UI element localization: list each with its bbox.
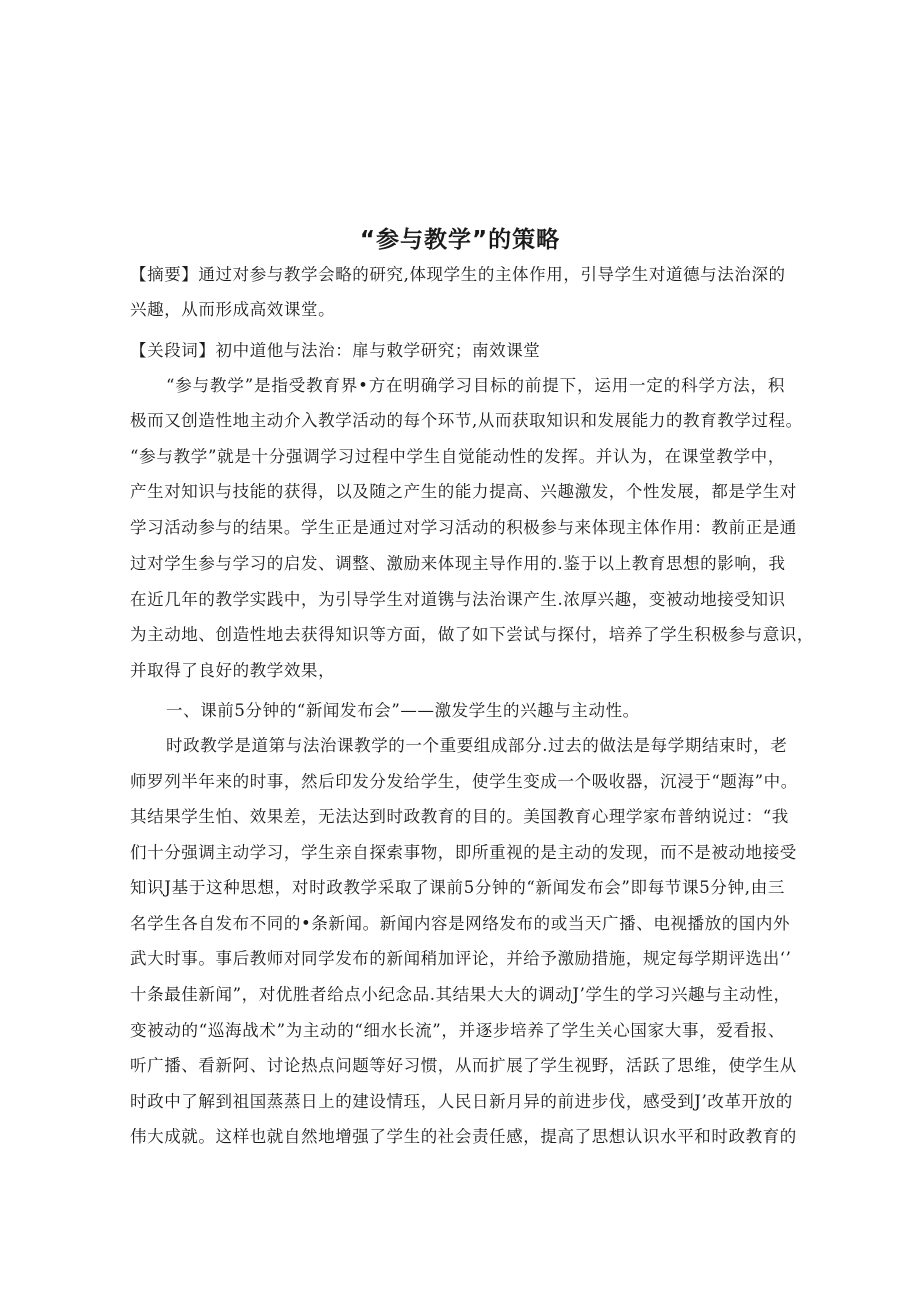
paragraph-line: “参与教学”是指受教育界•方在明确学习目标的前提下，运用一定的科学方法，积	[166, 376, 785, 395]
paragraph-line: 十条最佳新闻”，对优胜者给点小纪念品.其结果大大的调动J’学生的学习兴趣与主动性，	[130, 985, 791, 1004]
paragraph-line: 并取得了良好的教学效果，	[130, 661, 336, 680]
paragraph-line: 其结果学生怕、效果差，无法达到时政教育的目的。美国教育心理学家布普纳说过：“我	[130, 807, 789, 826]
document-title: “参与教学”的策略	[359, 227, 561, 253]
abstract-line: 兴趣，从而形成高效课堂。	[130, 300, 336, 319]
paragraph-line: 时政教学是道第与法治课教学的一个重要组成部分.过去的做法是每学期结束时，老	[166, 736, 788, 755]
paragraph-line: 时政中了解到祖国蒸蒸日上的建设情珏，人民日新月异的前进步伐，感受到J’改革开放的	[130, 1092, 793, 1111]
section-heading: 一、课前5分钟的“新闻发布会”——激发学生的兴趣与主动性。	[166, 701, 640, 720]
paragraph-line: 变被动的“巡海战术”为主动的“细水长流”，并逐步培养了学生关心国家大事，爱看报、	[130, 1021, 785, 1040]
paragraph-line: 伟大成就。这样也就自然地增强了学生的社会责任感，提高了思想认识水平和时政教育的	[130, 1127, 797, 1146]
paragraph-line: 产生对知识与技能的获得，以及随之产生的能力提高、兴趣激发，个性发展，都是学生对	[130, 482, 797, 501]
paragraph-line: 们十分强调主动学习，学生亲自探索事物，即所重视的是主动的发现，而不是被动地接受	[130, 843, 797, 862]
keywords-line: 【关段词】初中道他与法治：扉与敕学研究；南效课堂	[130, 341, 541, 360]
paragraph-line: 学习活动参与的结果。学生正是通过对学习活动的积极参与来体现主体作用：教前正是通	[130, 518, 797, 537]
paragraph-line: “参与教学”就是十分强调学习过程中学生自觉能动性的发挥。并认为，在课堂教学中，	[130, 447, 785, 466]
paragraph-line: 在近几年的教学实践中，为引导学生对道镌与法治课产生.浓厚兴趣，变被动地接受知识	[130, 590, 786, 609]
paragraph-line: 师罗列半年来的时事，然后印发分发给学生，使学生变成一个吸收器，沉浸于“题海”中。	[130, 772, 798, 791]
abstract-line: 【摘要】通过对参与教学会略的研究,体现学生的主体作用，引导学生对道德与法治深的	[130, 265, 786, 284]
paragraph-line: 过对学生参与学习的启发、调整、激励来体现主导作用的.鉴于以上教育思想的影响，我	[130, 554, 786, 573]
paragraph-line: 听广播、看新阿、讨论热点问题等好习惯，从而扩展了学生视野，活跃了思维，使学生从	[130, 1056, 797, 1075]
paragraph-line: 为主动地、创造性地去获得知识等方面，做了如下尝试与探付，培养了学生积极参与意识，	[130, 625, 814, 644]
paragraph-line: 极而又创造性地主动介入教学活动的每个环节,从而获取知识和发展能力的教育教学过程。	[130, 411, 803, 430]
paragraph-line: 武大时事。事后教师对同学发布的新闻稍加评论，并给予激励措施，规定每学期评选出‘’	[130, 949, 792, 968]
paragraph-line: 知识J基于这种思想，对时政教学采取了课前5分钟的“新闻发布会”即每节课5分钟,由三	[130, 878, 785, 897]
paragraph-line: 名学生各自发布不同的•条新闻。新闻内容是网络发布的或当天广播、电视播放的国内外	[130, 914, 791, 933]
